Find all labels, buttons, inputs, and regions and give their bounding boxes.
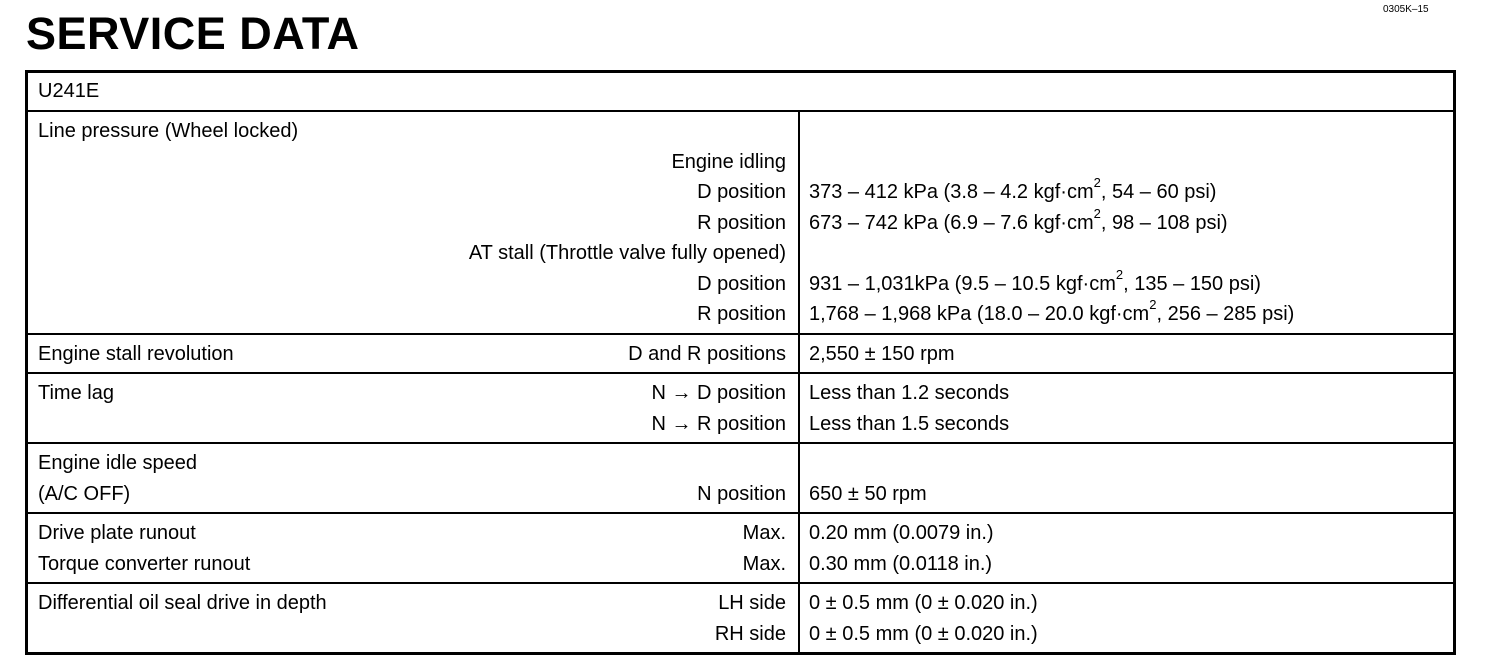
engine-stall-value: 2,550 ± 150 rpm: [809, 342, 955, 365]
stall-r-position-label: R position: [697, 303, 786, 325]
engine-stall-spec-cell: [27, 334, 800, 374]
time-lag-nr-value: Less than 1.5 seconds: [809, 412, 1010, 435]
diff-seal-spec-cell: [27, 583, 800, 654]
torque-converter-max-label: Max.: [742, 552, 786, 575]
service-data-table: [25, 70, 1456, 655]
table-header-row: [27, 72, 1455, 112]
runout-spec-cell: [27, 513, 800, 583]
idle-speed-label: Engine idle speed: [38, 452, 198, 474]
idle-speed-ac-label: (A/C OFF): [38, 482, 131, 505]
time-lag-nd-value: Less than 1.2 seconds: [809, 382, 1010, 404]
idle-speed-spec-cell: [27, 443, 800, 513]
table-row-idle-speed: [27, 443, 1455, 513]
time-lag-nd-label: N → D position: [651, 382, 786, 404]
idle-r-position-label: R position: [697, 211, 786, 234]
engine-stall-value-cell: [799, 334, 1455, 374]
idle-r-value: 673 – 742 kPa (6.9 – 7.6 $kgf\cdot cm^2$, 98 – 108 psi): [809, 205, 1228, 234]
stall-r-value: 1,768 – 1,968 kPa (18.0 – 20.0 $kgf\cdot cm^2$, 256 – 285 psi): [809, 297, 1295, 325]
table-row-engine-stall: [27, 334, 1455, 374]
time-lag-nr-label: N → R position: [651, 412, 786, 435]
table-row-runout: [27, 513, 1455, 583]
idle-speed-condition: N position: [697, 482, 786, 505]
diff-seal-lh-value: 0 ± 0.5 mm (0 ± 0.020 in.): [809, 592, 1038, 614]
table-row-diff-seal: [27, 583, 1455, 654]
torque-converter-runout-label: Torque converter runout: [38, 552, 251, 575]
stall-d-position-label: D position: [697, 272, 786, 295]
line-pressure-value-cell: [799, 111, 1455, 334]
time-lag-value-cell: [799, 373, 1455, 443]
line-pressure-spec-cell: [27, 111, 800, 334]
diff-seal-label: Differential oil seal drive in depth: [38, 592, 327, 614]
torque-converter-runout-value: 0.30 mm (0.0118 in.): [809, 552, 993, 575]
idle-d-position-label: D position: [697, 181, 786, 203]
stall-d-value: 931 – 1,031kPa (9.5 – 10.5 $kgf\cdot cm^2$, 135 – 150 psi): [809, 266, 1261, 295]
engine-stall-label: Engine stall revolution: [38, 342, 234, 365]
drive-plate-runout-label: Drive plate runout: [38, 522, 196, 544]
engine-stall-condition: D and R positions: [628, 342, 786, 365]
table-row-line-pressure: [27, 111, 1455, 334]
page-code: 0305K–15: [1383, 4, 1429, 15]
at-stall-label: AT stall (Throttle valve fully opened): [468, 242, 786, 264]
idle-speed-value-cell: [799, 443, 1455, 513]
diff-seal-rh-value: 0 ± 0.5 mm (0 ± 0.020 in.): [809, 622, 1038, 645]
page-title: SERVICE DATA: [26, 8, 360, 59]
drive-plate-max-label: Max.: [742, 522, 786, 544]
idle-speed-value: 650 ± 50 rpm: [809, 482, 927, 505]
idle-d-value: 373 – 412 kPa (3.8 – 4.2 $kgf\cdot cm^2$, 54 – 60 psi): [809, 175, 1217, 203]
runout-value-cell: [799, 513, 1455, 583]
diff-seal-lh-label: LH side: [718, 592, 786, 614]
engine-idling-label: Engine idling: [671, 150, 786, 173]
diff-seal-rh-label: RH side: [714, 622, 786, 645]
line-pressure-label: Line pressure (Wheel locked): [38, 120, 299, 142]
time-lag-label: Time lag: [38, 382, 114, 404]
table-row-time-lag: [27, 373, 1455, 443]
time-lag-spec-cell: [27, 373, 800, 443]
drive-plate-runout-value: 0.20 mm (0.0079 in.): [809, 522, 994, 544]
model-header: U241E: [27, 72, 1455, 112]
diff-seal-value-cell: [799, 583, 1455, 654]
